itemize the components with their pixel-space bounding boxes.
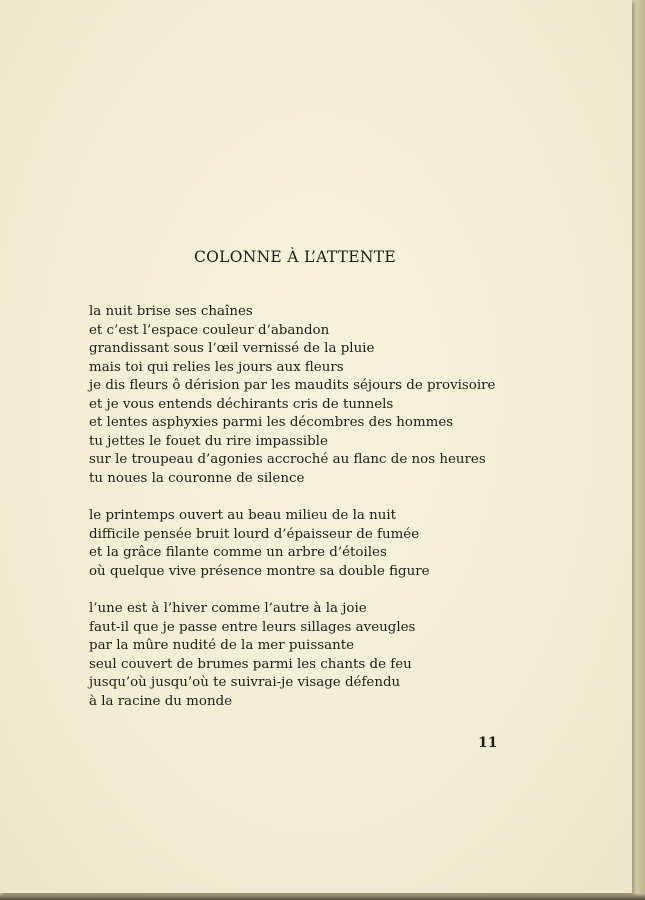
poem-title: COLONNE À L’ATTENTE: [193, 248, 397, 266]
poem-line: et lentes asphyxies parmi les décombres des hommes: [89, 415, 454, 430]
poem-line: et je vous entends déchirants cris de tunnels: [89, 396, 394, 412]
poem-line: jusqu’où jusqu’où te suivrai-je visage défendu: [89, 675, 401, 690]
poem-body: [89, 303, 495, 711]
poem-line: tu jettes le fouet du rire impassible: [89, 433, 328, 449]
page-edge-right: [632, 0, 645, 900]
poem-line: le printemps ouvert au beau milieu de la nuit: [89, 508, 397, 523]
stanza-3: [89, 600, 495, 711]
poem-line: sur le troupeau d’agonies accroché au flanc de nos heures: [89, 452, 486, 467]
poem-line: où quelque vive présence montre sa double figure: [89, 563, 430, 579]
poem-line: difficile pensée bruit lourd d’épaisseur de fumée: [89, 526, 420, 542]
page-edge-bottom: [0, 893, 645, 900]
page-number: 11: [478, 735, 498, 751]
poem-line: la nuit brise ses chaînes: [89, 304, 253, 319]
poem-line: l’une est à l’hiver comme l’autre à la joie: [89, 601, 367, 616]
poem-line: je dis fleurs ô dérision par les maudits séjours de provisoire: [89, 378, 496, 393]
poem-line: par la mûre nudité de la mer puissante: [89, 638, 354, 653]
poem-line: grandissant sous l’œil vernissé de la pluie: [89, 341, 375, 356]
poem-line: et c’est l’espace couleur d’abandon: [89, 322, 330, 338]
poem-line: faut-il que je passe entre leurs sillages aveugles: [89, 619, 416, 635]
poem-line: seul couvert de brumes parmi les chants de feu: [89, 656, 412, 672]
poem-line: tu noues la couronne de silence: [89, 470, 305, 486]
poem-line: et la grâce filante comme un arbre d’étoiles: [89, 545, 387, 560]
poem-line: mais toi qui relies les jours aux fleurs: [89, 359, 344, 375]
poem-line: à la racine du monde: [89, 693, 233, 709]
stanza-1: [89, 303, 495, 488]
stanza-2: [89, 507, 495, 581]
